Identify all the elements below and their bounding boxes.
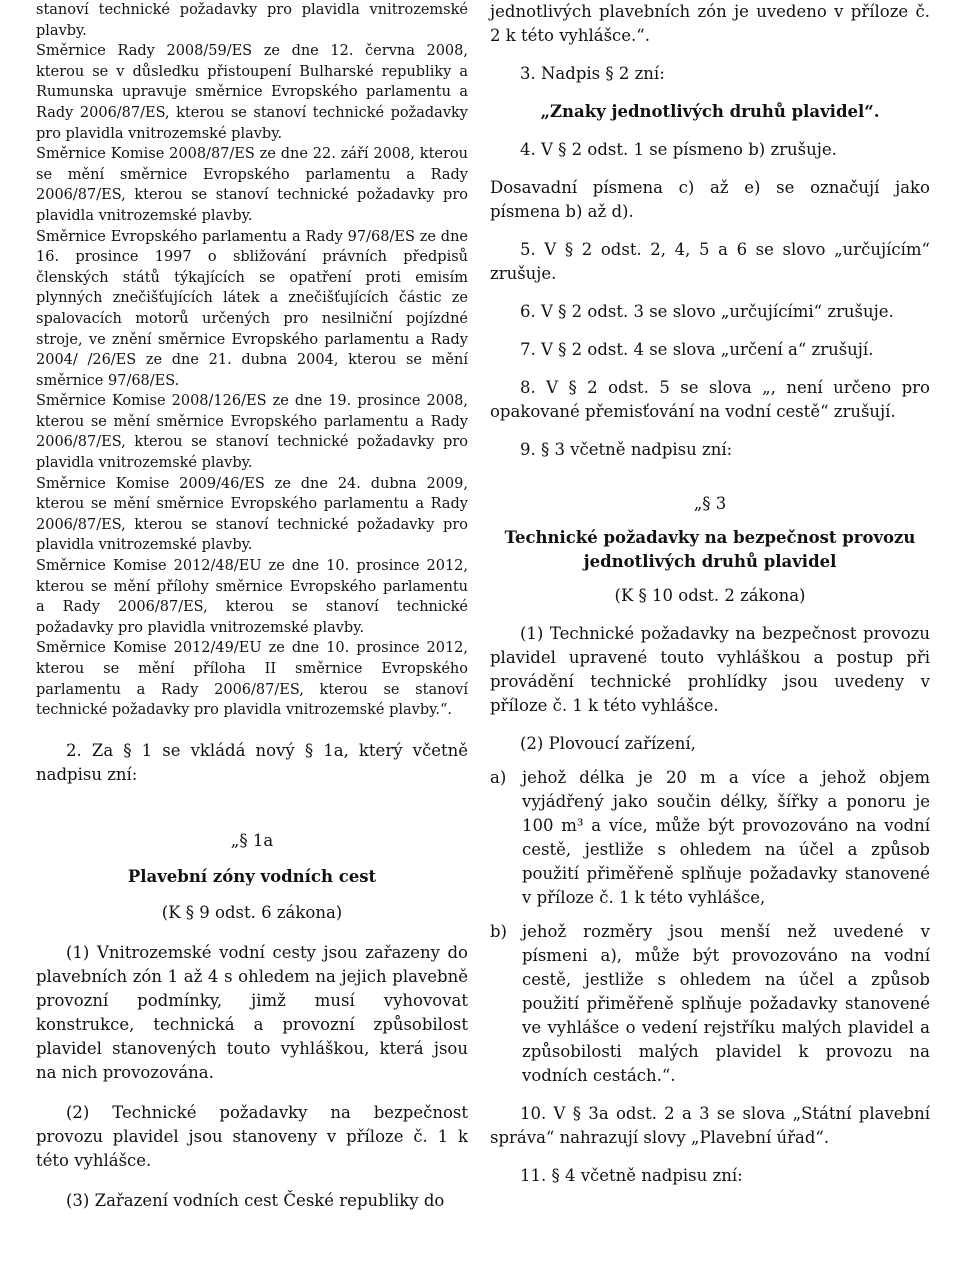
amendment-point-6: 6. V § 2 odst. 3 se slovo „určujícími“ zrušuje. <box>520 302 894 321</box>
continuation-text: jednotlivých plavebních zón je uvedeno v příloze č. 2 k této vyhlášce.“. <box>490 2 930 45</box>
point-4-note: Dosavadní písmena c) až e) se označují jako písmena b) až d). <box>490 178 930 221</box>
list-item <box>490 766 930 910</box>
reference-paragraph: Směrnice Komise 2012/49/EU ze dne 10. prosince 2012, kterou se mění příloha II směrnice Evropského parlamentu a Rady 2006/87/ES, kterou se stanoví technické požadavky pro plavidla vnitrozemské plavby.“. <box>36 640 468 719</box>
section-1a-reference: (K § 9 odst. 6 zákona) <box>161 902 343 922</box>
reference-paragraph: Směrnice Komise 2008/87/ES ze dne 22. září 2008, kterou se mění směrnice Evropského parlamentu a Rady 2006/87/ES, kterou se stanoví technické požadavky pro plavidla vnitrozemské plavby. <box>36 146 468 224</box>
left-body <box>36 739 468 1213</box>
section-1a-paragraph-3: (3) Zařazení vodních cest České republiky do <box>66 1190 445 1210</box>
section-1a-paragraph-2: (2) Technické požadavky na bezpečnost provozu plavidel jsou stanoveny v příloze č. 1 k této vyhlášce. <box>36 1102 468 1170</box>
list-item-label: a) <box>490 768 507 787</box>
amendment-point-9: 9. § 3 včetně nadpisu zní: <box>520 440 733 459</box>
section-1a-heading: „§ 1a <box>230 830 274 850</box>
list-item-text: jehož délka je 20 m a více a jehož objem vyjádřený jako součin délky, šířky a ponoru je 100 m³ a více, může být provozováno na vodní cestě, jestliže s ohledem na účel a způsob použití přiměřeně splňuje požadavky stanovené v příloze č. 1 k této vyhlášce, <box>522 768 930 907</box>
left-column <box>36 0 468 1213</box>
list-item-text: jehož rozměry jsou menší než uvedené v písmeni a), může být provozováno na vodní cestě, jestliže s ohledem na účel a způsob použití přiměřeně splňuje požadavky stanovené ve vyhlášce o vedení rejstříku malých plavidel a způsobilosti malých plavidel k provozu na vodních cestách.“. <box>522 922 930 1085</box>
amendment-point-5: 5. V § 2 odst. 2, 4, 5 a 6 se slovo „určujícím“ zrušuje. <box>490 240 930 283</box>
section-3-paragraph-1: (1) Technické požadavky na bezpečnost provozu plavidel upravené touto vyhláškou a postup při provádění technické prohlídky jsou uvedeny v příloze č. 1 k této vyhlášce. <box>490 624 930 715</box>
reference-paragraph: Směrnice Komise 2012/48/EU ze dne 10. prosince 2012, kterou se mění přílohy směrnice Evropského parlamentu a Rady 2006/87/ES, kterou se stanoví technické požadavky pro plavidla vnitrozemské plavby. <box>36 558 468 636</box>
directive-references <box>36 0 468 721</box>
reference-paragraph: Směrnice Komise 2008/126/ES ze dne 19. prosince 2008, kterou se mění směrnice Evropského parlamentu a Rady 2006/87/ES, kterou se stanoví technické požadavky pro plavidla vnitrozemské plavby. <box>36 393 468 472</box>
section-3-heading: „§ 3 <box>693 494 727 513</box>
list-item <box>490 920 930 1088</box>
right-column <box>490 0 930 1188</box>
reference-paragraph: Směrnice Evropského parlamentu a Rady 97/68/ES ze dne 16. prosince 1997 o sbližování právních předpisů členských států týkajících se opatření proti emisím plynných znečišťujících látek a znečišťujících částic ze spalovacích motorů určených pro nesilniční pojízdné stroje, ve znění směrnice Evropského parlamentu a Rady 2004/ /26/ES ze dne 21. dubna 2004, kterou se mění směrnice 97/68/ES. <box>36 228 468 389</box>
amendment-point-11: 11. § 4 včetně nadpisu zní: <box>520 1166 743 1185</box>
reference-paragraph: stanoví technické požadavky pro plavidla vnitrozemské plavby. <box>36 2 468 39</box>
section-3-title: Technické požadavky na bezpečnost provozu jednotlivých druhů plavidel <box>504 528 916 571</box>
point-3-new-title: „Znaky jednotlivých druhů plavidel“. <box>540 102 880 121</box>
amendment-point-3: 3. Nadpis § 2 zní: <box>520 64 665 83</box>
reference-paragraph: Směrnice Komise 2009/46/ES ze dne 24. dubna 2009, kterou se mění směrnice Evropského parlamentu a Rady 2006/87/ES, kterou se stanoví technické požadavky pro plavidla vnitrozemské plavby. <box>36 475 468 554</box>
amendment-point-10: 10. V § 3a odst. 2 a 3 se slova „Státní plavební správa“ nahrazují slovy „Plavební úřad“. <box>490 1104 930 1147</box>
amendment-point-4: 4. V § 2 odst. 1 se písmeno b) zrušuje. <box>520 140 837 159</box>
amendment-point-2: 2. Za § 1 se vkládá nový § 1a, který včetně nadpisu zní: <box>36 740 468 784</box>
list-item-label: b) <box>490 922 507 941</box>
amendment-point-8: 8. V § 2 odst. 5 se slova „, není určeno pro opakované přemisťování na vodní cestě“ zrušují. <box>490 378 930 421</box>
section-1a-title: Plavební zóny vodních cest <box>127 866 377 886</box>
section-1a-paragraph-1: (1) Vnitrozemské vodní cesty jsou zařazeny do plavebních zón 1 až 4 s ohledem na jejich plavebně provozní podmínky, jimž musí vyhovovat konstrukce, technická a provozní způsobilost plavidel stanovených touto vyhláškou, která jsou na nich provozována. <box>36 942 468 1082</box>
section-3-reference: (K § 10 odst. 2 zákona) <box>614 586 806 605</box>
amendment-point-7: 7. V § 2 odst. 4 se slova „určení a“ zrušují. <box>520 340 874 359</box>
section-3-paragraph-2: (2) Plovoucí zařízení, <box>520 734 696 753</box>
reference-paragraph: Směrnice Rady 2008/59/ES ze dne 12. června 2008, kterou se v důsledku přistoupení Bulharské republiky a Rumunska upravuje směrnice Evropského parlamentu a Rady 2006/87/ES, kterou se stanoví technické požadavky pro plavidla vnitrozemské plavby. <box>36 43 468 142</box>
